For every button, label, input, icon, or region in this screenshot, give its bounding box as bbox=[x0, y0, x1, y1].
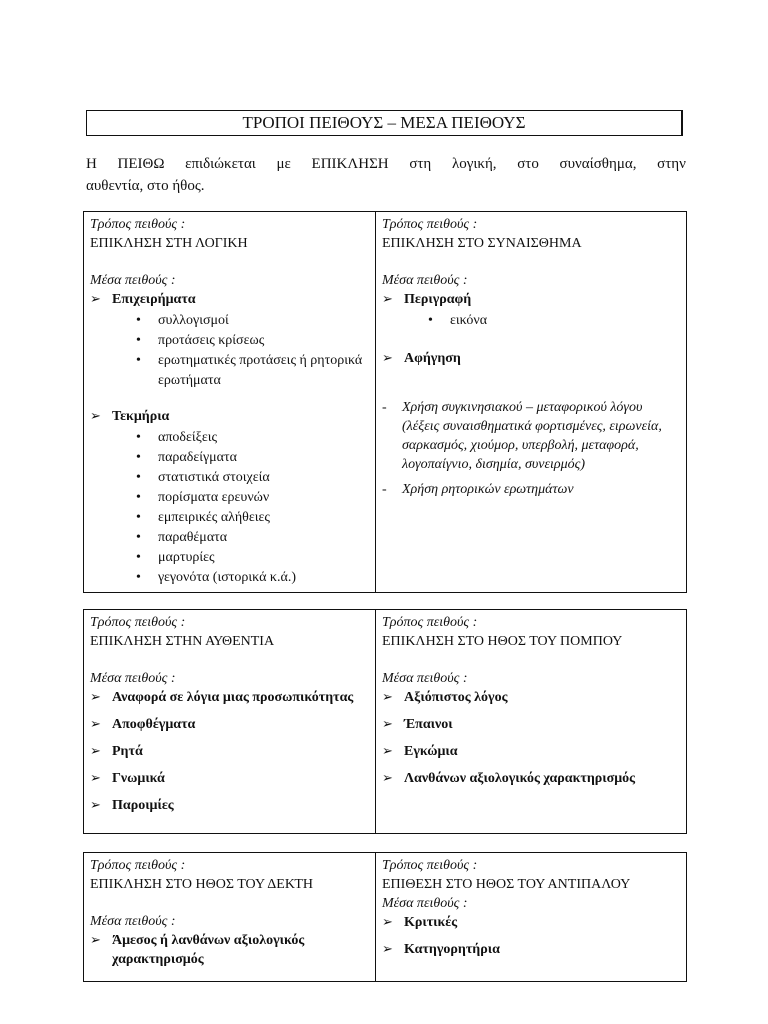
list-item: • στατιστικά στοιχεία bbox=[112, 468, 370, 488]
mode-label: Τρόπος πειθούς : bbox=[90, 217, 186, 232]
list-item: ➢ Λανθάνων αξιολογικός χαρακτηρισμός bbox=[382, 771, 636, 786]
arrow-bullet-icon: ➢ bbox=[90, 690, 101, 705]
receiver-ethos-cell bbox=[84, 853, 376, 982]
list-item: • μαρτυρίες bbox=[112, 548, 370, 568]
intro-word: στο bbox=[517, 156, 539, 172]
means-label: Μέσα πειθούς : bbox=[90, 273, 176, 288]
means-list bbox=[90, 290, 370, 588]
logic-cell bbox=[84, 212, 376, 593]
arrow-bullet-icon: ➢ bbox=[382, 717, 393, 732]
persuasion-table-2 bbox=[83, 609, 687, 834]
sub-list bbox=[112, 311, 370, 391]
bullet-dot-icon: • bbox=[136, 470, 141, 485]
arrow-bullet-icon: ➢ bbox=[90, 409, 101, 424]
intro-word: επιδιώκεται bbox=[185, 156, 256, 172]
list-item: • παραδείγματα bbox=[112, 448, 370, 468]
list-item: • πορίσματα ερευνών bbox=[112, 488, 370, 508]
bullet-dot-icon: • bbox=[136, 490, 141, 505]
bullet-dot-icon: • bbox=[136, 333, 141, 348]
list-item: • παραθέματα bbox=[112, 528, 370, 548]
list-item: • εικόνα bbox=[404, 311, 681, 331]
intro-word: ΠΕΙΘΩ bbox=[117, 156, 165, 172]
means-label: Μέσα πειθούς : bbox=[382, 896, 468, 911]
arrow-bullet-icon: ➢ bbox=[90, 933, 101, 948]
means-list bbox=[90, 931, 370, 969]
persuasion-table-1 bbox=[83, 211, 687, 593]
list-item: ➢ Κατηγορητήρια bbox=[382, 942, 500, 957]
arrow-bullet-icon: ➢ bbox=[382, 744, 393, 759]
intro-word: με bbox=[276, 156, 291, 172]
persuasion-table-3 bbox=[83, 852, 687, 982]
list-item: ➢ Εγκώμια bbox=[382, 744, 458, 759]
intro-word: λογική, bbox=[451, 156, 497, 172]
authority-cell bbox=[84, 610, 376, 834]
mode-label: Τρόπος πειθούς : bbox=[382, 615, 478, 630]
mode-heading: ΕΠΙΚΛΗΣΗ ΣΤΗ ΛΟΓΙΚΗ bbox=[90, 236, 248, 251]
speaker-ethos-cell bbox=[376, 610, 687, 834]
arrow-bullet-icon: ➢ bbox=[90, 717, 101, 732]
mode-heading: ΕΠΙΚΛΗΣΗ ΣΤΟ ΗΘΟΣ ΤΟΥ ΔΕΚΤΗ bbox=[90, 877, 313, 892]
intro-word: Η bbox=[86, 156, 97, 172]
means-list bbox=[382, 688, 681, 788]
group-title: Επιχειρήματα bbox=[112, 292, 196, 307]
list-item: ➢ Κριτικές bbox=[382, 915, 458, 930]
arrow-bullet-icon: ➢ bbox=[382, 942, 393, 957]
intro-line-2: αυθεντία, στο ήθος. bbox=[86, 178, 205, 194]
list-item: • ερωτηματικές προτάσεις ή ρητορικά ερωτήματα bbox=[136, 353, 363, 388]
group-title: Αφήγηση bbox=[404, 351, 461, 366]
bullet-dot-icon: • bbox=[428, 313, 433, 328]
arrow-bullet-icon: ➢ bbox=[90, 744, 101, 759]
mode-heading: ΕΠΙΚΛΗΣΗ ΣΤΗΝ ΑΥΘΕΝΤΙΑ bbox=[90, 634, 275, 649]
list-item: ➢ Αποφθέγματα bbox=[90, 717, 196, 732]
means-label: Μέσα πειθούς : bbox=[90, 914, 176, 929]
mode-label: Τρόπος πειθούς : bbox=[382, 217, 478, 232]
mode-heading: ΕΠΙΚΛΗΣΗ ΣΤΟ ΗΘΟΣ ΤΟΥ ΠΟΜΠΟΥ bbox=[382, 634, 623, 649]
means-label: Μέσα πειθούς : bbox=[382, 671, 468, 686]
intro-line-1 bbox=[86, 153, 686, 175]
bullet-dot-icon: • bbox=[136, 313, 141, 328]
list-item: • προτάσεις κρίσεως bbox=[112, 331, 370, 351]
bullet-dot-icon: • bbox=[136, 510, 141, 525]
arrow-bullet-icon: ➢ bbox=[382, 690, 393, 705]
arrow-bullet-icon: ➢ bbox=[382, 292, 393, 307]
arrow-bullet-icon: ➢ bbox=[90, 798, 101, 813]
intro-word: ΕΠΙΚΛΗΣΗ bbox=[311, 156, 389, 172]
means-list bbox=[382, 913, 681, 959]
sub-list bbox=[112, 428, 370, 588]
list-item: • εμπειρικές αλήθειες bbox=[112, 508, 370, 528]
mode-label: Τρόπος πειθούς : bbox=[90, 858, 186, 873]
means-list bbox=[90, 688, 370, 815]
means-group bbox=[382, 349, 681, 368]
list-item: ➢ Παροιμίες bbox=[90, 798, 174, 813]
bullet-dot-icon: • bbox=[136, 570, 141, 585]
list-item: - Χρήση ρητορικών ερωτημάτων bbox=[382, 482, 574, 497]
list-item: • συλλογισμοί bbox=[112, 311, 370, 331]
mode-heading: ΕΠΙΚΛΗΣΗ ΣΤΟ ΣΥΝΑΙΣΘΗΜΑ bbox=[382, 236, 582, 251]
mode-heading: ΕΠΙΘΕΣΗ ΣΤΟ ΗΘΟΣ ΤΟΥ ΑΝΤΙΠΑΛΟΥ bbox=[382, 877, 631, 892]
list-item: ➢ Αναφορά σε λόγια μιας προσωπικότητας bbox=[90, 690, 354, 705]
arrow-bullet-icon: ➢ bbox=[382, 915, 393, 930]
bullet-dot-icon: • bbox=[136, 550, 141, 565]
means-group bbox=[90, 407, 370, 588]
list-item: ➢ Γνωμικά bbox=[90, 771, 165, 786]
list-item: • γεγονότα (ιστορικά κ.ά.) bbox=[112, 568, 370, 588]
intro-paragraph bbox=[86, 153, 686, 197]
means-label: Μέσα πειθούς : bbox=[382, 273, 468, 288]
arrow-bullet-icon: ➢ bbox=[90, 771, 101, 786]
list-item: • αποδείξεις bbox=[112, 428, 370, 448]
means-label: Μέσα πειθούς : bbox=[90, 671, 176, 686]
bullet-dot-icon: • bbox=[136, 450, 141, 465]
bullet-dot-icon: • bbox=[136, 430, 141, 445]
list-item: ➢ Έπαινοι bbox=[382, 717, 453, 732]
intro-word: στην bbox=[657, 156, 686, 172]
arrow-bullet-icon: ➢ bbox=[382, 351, 393, 366]
bullet-dot-icon: • bbox=[136, 530, 141, 545]
means-group bbox=[382, 290, 681, 331]
intro-word: στη bbox=[409, 156, 432, 172]
group-title: Περιγραφή bbox=[404, 292, 472, 307]
list-item: ➢ Αξιόπιστος λόγος bbox=[382, 690, 508, 705]
intro-word: συναίσθημα, bbox=[559, 156, 637, 172]
arrow-bullet-icon: ➢ bbox=[382, 771, 393, 786]
list-item: ➢ Άμεσος ή λανθάνων αξιολογικός χαρακτηρισμός bbox=[90, 933, 305, 967]
mode-label: Τρόπος πειθούς : bbox=[382, 858, 478, 873]
list-item: ➢ Ρητά bbox=[90, 744, 143, 759]
arrow-bullet-icon: ➢ bbox=[90, 292, 101, 307]
page-title: ΤΡΟΠΟΙ ΠΕΙΘΟΥΣ – ΜΕΣΑ ΠΕΙΘΟΥΣ bbox=[86, 110, 683, 136]
sub-list bbox=[404, 311, 681, 331]
emotion-cell bbox=[376, 212, 687, 593]
means-list bbox=[382, 290, 681, 368]
opponent-ethos-cell bbox=[376, 853, 687, 982]
dash-list bbox=[382, 398, 681, 499]
mode-label: Τρόπος πειθούς : bbox=[90, 615, 186, 630]
bullet-dot-icon: • bbox=[136, 353, 141, 368]
means-group bbox=[90, 290, 370, 391]
list-item: - Χρήση συγκινησιακού – μεταφορικού λόγου (λέξεις συναισθηματικά φορτισμένες, ειρωνεία, σαρκασμός, χιούμορ, υπερβολή, μεταφορά, λογοπαίγνιο, δισημία, συνειρμός) bbox=[382, 400, 662, 472]
group-title: Τεκμήρια bbox=[112, 409, 170, 424]
